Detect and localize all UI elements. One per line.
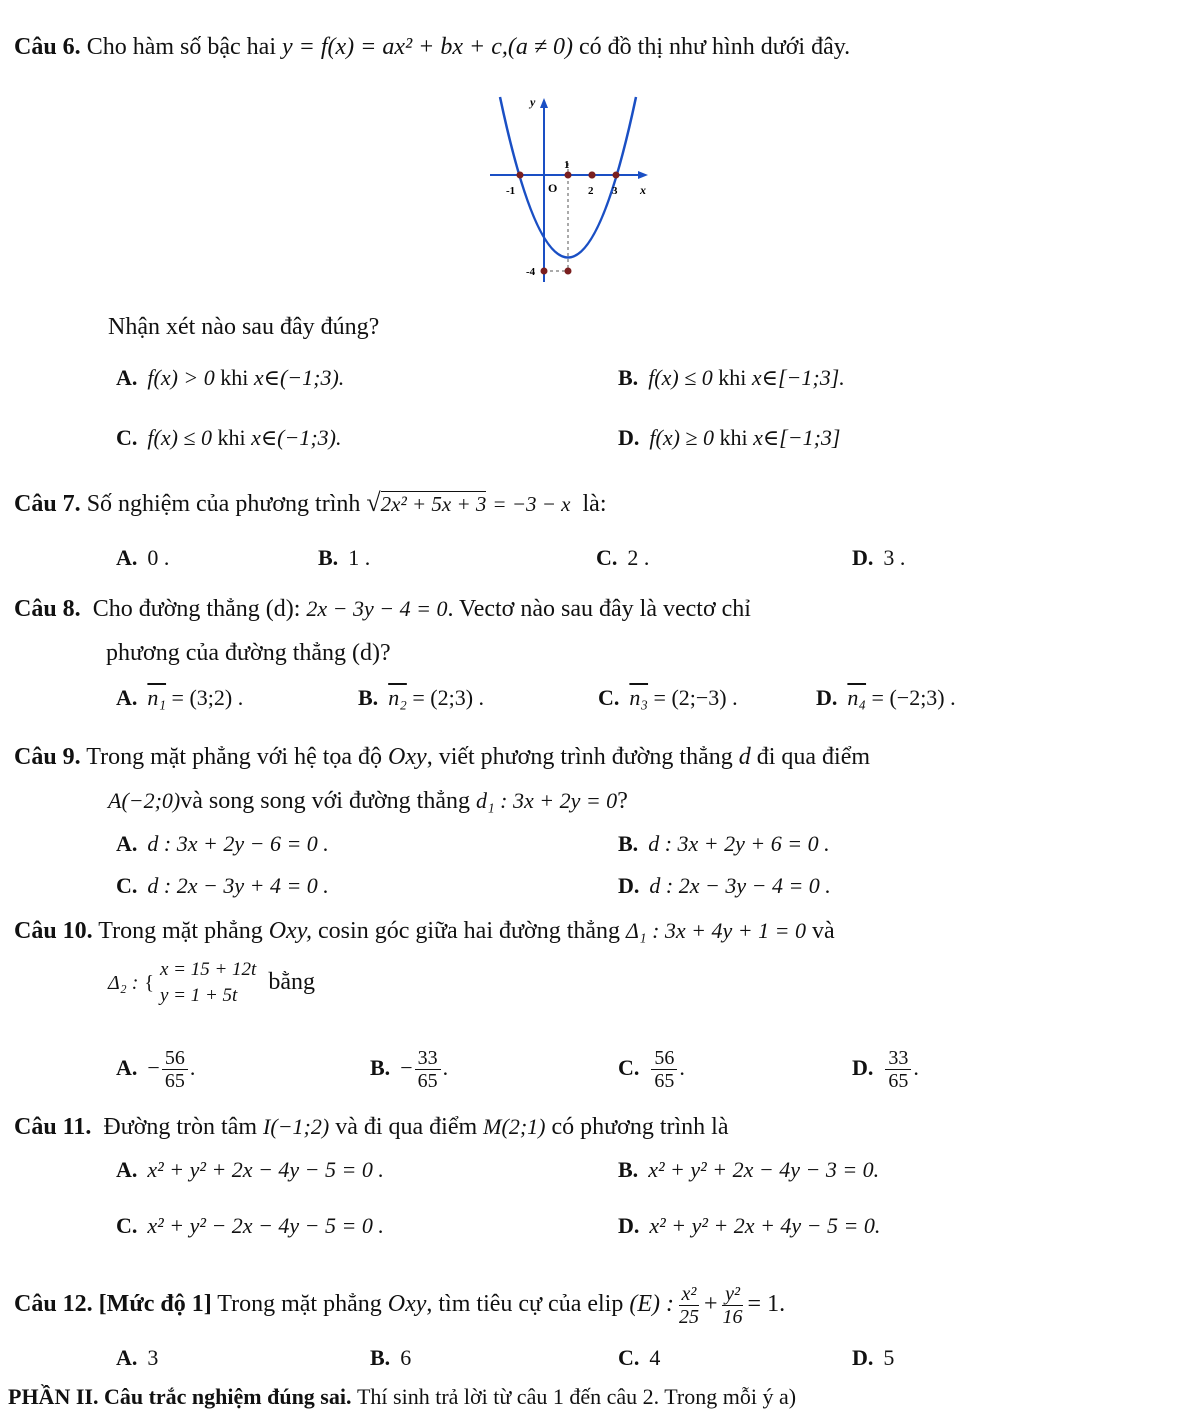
q6-text-end: có đồ thị như hình dưới đây.: [579, 34, 851, 60]
q10-oxy: Oxy,: [268, 918, 313, 944]
q9-text-end: đi qua điểm: [756, 744, 871, 770]
option-label: D.: [852, 545, 874, 570]
option-sign: −: [400, 1055, 413, 1080]
q9-line: d₁ : 3x + 2y = 0: [475, 788, 618, 813]
option-mid: khi: [220, 365, 249, 390]
fraction-den: 65: [417, 1070, 438, 1093]
fraction-num: 56: [162, 1047, 188, 1070]
option-label: A.: [116, 1345, 138, 1370]
system-row-2: y = 1 + 5t: [159, 985, 238, 1007]
q6-stem: [14, 32, 850, 62]
option-dot: .: [189, 1055, 196, 1080]
fraction-den: 25: [678, 1305, 699, 1328]
option-sign: −: [147, 1055, 160, 1080]
q9-qmark: ?: [617, 788, 628, 814]
q6-formula: y = f(x) = ax² + bx + c,(a ≠ 0): [281, 34, 574, 60]
section-header-light: Thí sinh trả lời từ câu 1 đến câu 2. Trong mỗi ý a): [356, 1384, 797, 1409]
q6-option-d[interactable]: [618, 424, 840, 452]
option-expr: f(x) ≤ 0: [147, 425, 212, 450]
option-label: C.: [116, 1213, 138, 1238]
q10-stem: [14, 916, 835, 946]
option-value: d : 2x − 3y − 4 = 0 .: [649, 873, 831, 898]
option-cond: x∈(−1;3).: [253, 365, 345, 390]
option-value: = (2;3) .: [412, 685, 485, 710]
q8-eq: 2x − 3y − 4 = 0: [306, 596, 448, 621]
q9-label: Câu 9.: [14, 744, 81, 770]
q9-stem2: [108, 786, 628, 816]
option-mid: khi: [718, 365, 747, 390]
q6-option-b[interactable]: [618, 364, 845, 392]
option-label: B.: [370, 1345, 391, 1370]
q7-text-end: là:: [582, 491, 607, 517]
q7-label: Câu 7.: [14, 491, 81, 517]
q11-label: Câu 11.: [14, 1114, 92, 1140]
point-1: [565, 172, 572, 179]
fraction-num: x²: [679, 1283, 700, 1306]
q7-option-a[interactable]: [116, 544, 169, 572]
option-label: C.: [116, 873, 138, 898]
q8-option-c[interactable]: [598, 684, 738, 712]
tick-label-1: 1: [564, 159, 570, 171]
q10-text: Trong mặt phẳng: [98, 918, 263, 944]
option-value: 3: [147, 1345, 159, 1370]
q6-option-c[interactable]: [116, 424, 342, 452]
option-label: D.: [618, 425, 640, 450]
option-label: B.: [318, 545, 339, 570]
q12-oxy: Oxy: [387, 1291, 427, 1317]
q8-option-d[interactable]: [816, 684, 956, 712]
q10-option-b[interactable]: [370, 1040, 448, 1096]
vector-name: n₃: [629, 685, 649, 710]
q11-option-d[interactable]: [618, 1212, 880, 1240]
q10-option-a[interactable]: [116, 1040, 195, 1096]
q9-point: A(−2;0): [108, 788, 181, 813]
q10-stem2: [108, 954, 315, 1011]
fraction-den: 16: [722, 1305, 743, 1328]
q11-center: I(−1;2): [263, 1114, 330, 1139]
option-value: 3 .: [883, 545, 906, 570]
point-neg1: [517, 172, 524, 179]
vertex-point: [565, 268, 572, 275]
q12-option-c[interactable]: [618, 1344, 660, 1372]
q7-option-d[interactable]: [852, 544, 905, 572]
option-label: B.: [618, 831, 639, 856]
q9-option-a[interactable]: [116, 830, 329, 858]
fraction-den: 65: [164, 1070, 185, 1093]
tick-label-neg4: -4: [526, 266, 536, 278]
q8-option-b[interactable]: [358, 684, 484, 712]
option-cond: x∈[−1;3].: [751, 365, 845, 390]
y-label: y: [530, 95, 536, 109]
q11-point: M(2;1): [483, 1114, 546, 1139]
q12-stem: [14, 1274, 785, 1334]
q9-option-b[interactable]: [618, 830, 830, 858]
q12-eq-end: = 1.: [747, 1291, 786, 1317]
q12-frac-y: [720, 1283, 746, 1328]
q9-oxy: Oxy: [388, 744, 427, 770]
q10-option-d[interactable]: [852, 1040, 919, 1096]
system-row-1: x = 15 + 12t: [159, 959, 257, 981]
option-expr: f(x) ≥ 0: [649, 425, 714, 450]
section-header-cut: [8, 1382, 796, 1412]
tick-label-3: 3: [612, 185, 618, 197]
q11-option-b[interactable]: [618, 1156, 879, 1184]
option-fraction: [162, 1047, 188, 1092]
q6-label: Câu 6.: [14, 34, 81, 60]
q9-option-d[interactable]: [618, 872, 831, 900]
option-label: A.: [116, 685, 138, 710]
q8-option-a[interactable]: [116, 684, 243, 712]
q12-option-b[interactable]: [370, 1344, 411, 1372]
q11-text: Đường tròn tâm: [103, 1114, 258, 1140]
q7-text: Số nghiệm của phương trình: [86, 491, 361, 517]
q11-stem: [14, 1112, 728, 1142]
option-value: x² + y² − 2x − 4y − 5 = 0 .: [147, 1213, 384, 1238]
q12-text: Trong mặt phẳng: [217, 1291, 382, 1317]
option-value: d : 3x + 2y − 6 = 0 .: [147, 831, 329, 856]
option-cond: x∈[−1;3]: [753, 425, 841, 450]
option-value: = (3;2) .: [171, 685, 244, 710]
q10-system: [160, 957, 256, 1009]
option-label: A.: [116, 1055, 138, 1080]
option-cond: x∈(−1;3).: [251, 425, 342, 450]
tick-label-neg1: -1: [506, 185, 516, 197]
option-label: A.: [116, 1157, 138, 1182]
option-label: D.: [618, 1213, 640, 1238]
q12-option-a[interactable]: [116, 1344, 158, 1372]
q7-option-c[interactable]: [596, 544, 649, 572]
q11-option-c[interactable]: [116, 1212, 384, 1240]
fraction-den: 65: [888, 1070, 909, 1093]
option-fraction: [651, 1047, 677, 1092]
point-3b: [613, 172, 620, 179]
q9-text: Trong mặt phẳng với hệ tọa độ: [86, 744, 383, 770]
y-axis-arrow: [540, 98, 548, 108]
option-value: 0 .: [147, 545, 170, 570]
option-value: 2 .: [627, 545, 650, 570]
option-label: D.: [618, 873, 640, 898]
option-mid: khi: [719, 425, 748, 450]
q8-text2: phương của đường thẳng (d)?: [106, 640, 391, 666]
q12-label: Câu 12. [Mức độ 1]: [14, 1291, 212, 1317]
option-label: A.: [116, 365, 138, 390]
option-dot: .: [913, 1055, 919, 1080]
q9-stem: [14, 742, 870, 772]
q7-stem: [14, 488, 607, 519]
q9-option-c[interactable]: [116, 872, 329, 900]
option-label: D.: [816, 685, 838, 710]
option-expr: f(x) > 0: [147, 365, 215, 390]
option-label: C.: [618, 1055, 640, 1080]
fraction-num: 56: [651, 1047, 677, 1070]
option-dot: .: [679, 1055, 685, 1080]
q10-text-end: và: [811, 918, 835, 944]
fraction-den: 65: [654, 1070, 675, 1093]
option-value: 6: [400, 1345, 412, 1370]
x-label: x: [640, 183, 646, 197]
option-value: 1 .: [348, 545, 371, 570]
sqrt-sign: √: [366, 488, 381, 517]
q12-plus: +: [703, 1291, 718, 1317]
system-brace: {: [144, 972, 154, 995]
q12-ellipse: (E) :: [629, 1291, 674, 1317]
option-label: C.: [116, 425, 138, 450]
option-value: 4: [649, 1345, 661, 1370]
fraction-num: 33: [415, 1047, 441, 1070]
q7-radicand: 2x² + 5x + 3: [380, 492, 487, 516]
option-value: x² + y² + 2x + 4y − 5 = 0.: [649, 1213, 881, 1238]
option-expr: f(x) ≤ 0: [648, 365, 713, 390]
q7-rhs: = −3 − x: [492, 492, 571, 516]
option-value: x² + y² + 2x − 4y − 5 = 0 .: [147, 1157, 384, 1182]
section-header-bold: PHẦN II. Câu trắc nghiệm đúng sai.: [8, 1384, 352, 1409]
q7-option-b[interactable]: [318, 544, 370, 572]
q11-option-a[interactable]: [116, 1156, 384, 1184]
option-label: B.: [358, 685, 379, 710]
q9-text2: và song song với đường thẳng: [180, 788, 470, 814]
option-label: B.: [618, 1157, 639, 1182]
option-value: d : 3x + 2y + 6 = 0 .: [648, 831, 830, 856]
fraction-num: y²: [722, 1283, 743, 1306]
q9-d: d: [738, 744, 751, 770]
origin-label: O: [548, 181, 558, 195]
q8-text-end: . Vectơ nào sau đây là vectơ chỉ: [447, 596, 751, 622]
vector-name: n₂: [388, 685, 407, 710]
option-value: d : 2x − 3y + 4 = 0 .: [147, 873, 329, 898]
option-value: = (2;−3) .: [653, 685, 738, 710]
q10-option-c[interactable]: [618, 1040, 685, 1096]
option-value: 5: [883, 1345, 895, 1370]
q10-line1: Δ₁ : 3x + 4y + 1 = 0: [626, 918, 806, 943]
q12-option-d[interactable]: [852, 1344, 894, 1372]
point-2: [589, 172, 596, 179]
q10-label: Câu 10.: [14, 918, 93, 944]
point-y-4: [541, 268, 548, 275]
q6-option-a[interactable]: [116, 364, 344, 392]
q12-text-mid: , tìm tiêu cự của elip: [426, 1291, 624, 1317]
q12-frac-x: [676, 1283, 702, 1328]
option-fraction: [885, 1047, 911, 1092]
fraction-num: 33: [885, 1047, 911, 1070]
q11-text-mid: và đi qua điểm: [335, 1114, 478, 1140]
q10-text-mid: cosin góc giữa hai đường thẳng: [318, 918, 621, 944]
option-value: x² + y² + 2x − 4y − 3 = 0.: [648, 1157, 880, 1182]
q10-text2: bằng: [268, 969, 315, 995]
tick-label-2: 2: [588, 185, 594, 197]
q8-label: Câu 8.: [14, 596, 81, 622]
option-label: C.: [596, 545, 618, 570]
option-label: D.: [852, 1055, 874, 1080]
option-label: B.: [618, 365, 639, 390]
q10-delta2: Δ₂ :: [108, 972, 139, 994]
option-label: D.: [852, 1345, 874, 1370]
option-label: A.: [116, 831, 138, 856]
option-dot: .: [442, 1055, 449, 1080]
option-label: C.: [598, 685, 620, 710]
q11-text-end: có phương trình là: [551, 1114, 729, 1140]
vector-name: n₁: [147, 685, 167, 710]
q6-text: Cho hàm số bậc hai: [86, 34, 276, 60]
x-axis-arrow: [638, 171, 648, 179]
option-label: A.: [116, 545, 138, 570]
option-label: B.: [370, 1055, 391, 1080]
q6-prompt: Nhận xét nào sau đây đúng?: [108, 314, 380, 340]
option-label: C.: [618, 1345, 640, 1370]
q9-text-mid: , viết phương trình đường thẳng: [426, 744, 733, 770]
option-value: = (−2;3) .: [871, 685, 956, 710]
parabola-graph: [470, 92, 680, 292]
vector-name: n₄: [847, 685, 867, 710]
q8-text: Cho đường thẳng (d):: [92, 596, 301, 622]
option-mid: khi: [217, 425, 246, 450]
option-fraction: [415, 1047, 441, 1092]
q8-stem: [14, 594, 751, 624]
